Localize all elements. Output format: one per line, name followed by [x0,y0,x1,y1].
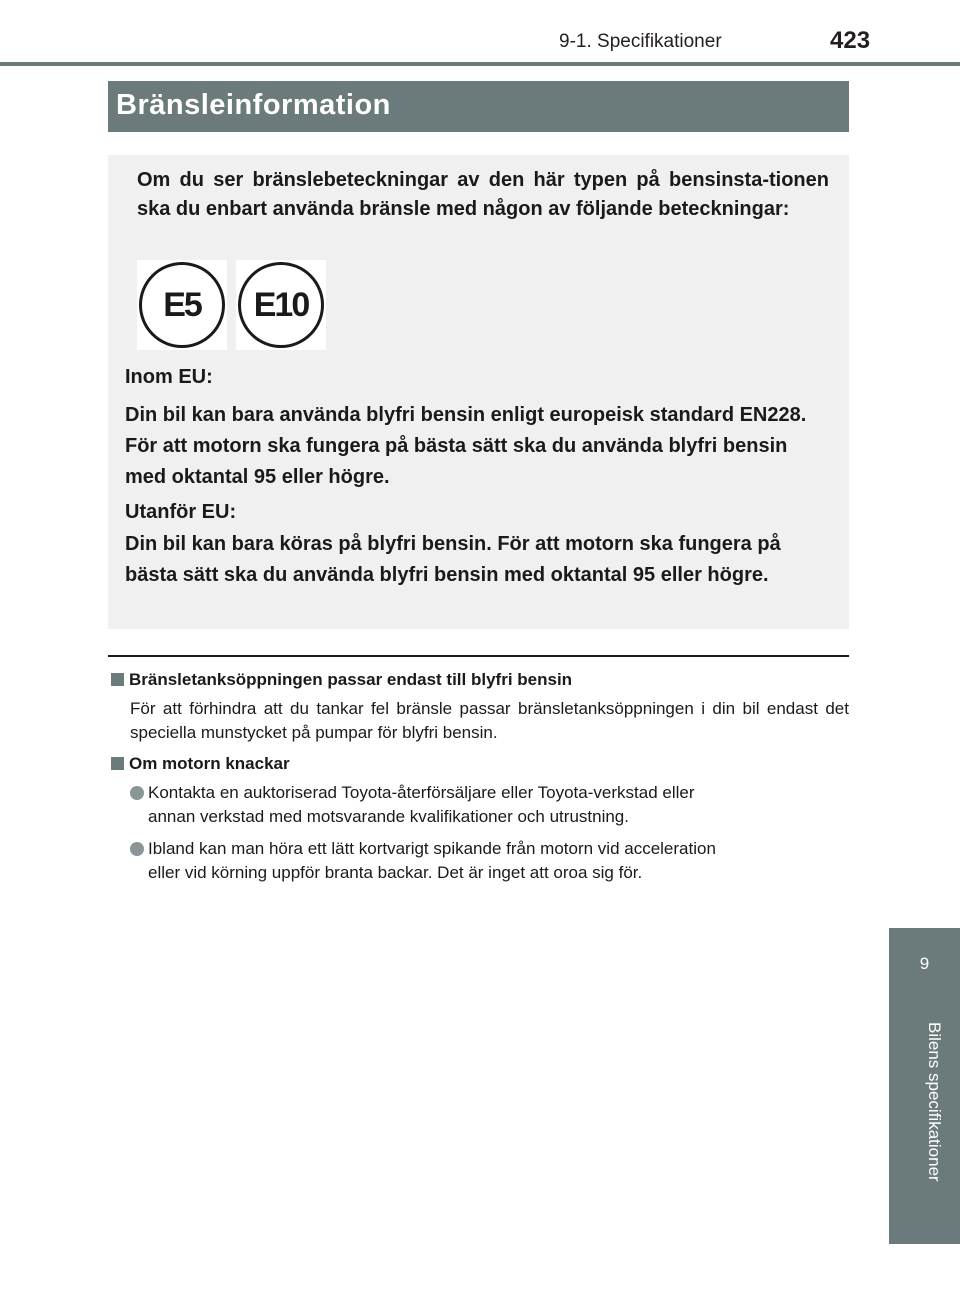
fuel-filler-heading-text: Bränsletanksöppningen passar endast till blyfri bensin [129,670,573,689]
section-divider [108,655,849,657]
chapter-label: Bilens specifikationer [925,1022,944,1182]
fuel-symbol-label: E10 [238,262,324,348]
fuel-symbol-label: E5 [139,262,225,348]
round-bullet-icon [130,786,144,800]
engine-knock-bullet [148,837,849,885]
engine-knock-bullet [148,781,849,829]
inside-eu-text: Din bil kan bara använda blyfri bensin enligt europeisk standard EN228. För att motorn ska fungera på bästa sätt ska du använda blyfri bensin med oktantal 95 eller högre. [125,404,807,488]
bullet-line: Kontakta en auktoriserad Toyota-återförsäljare eller Toyota-verkstad eller [148,783,695,802]
bullet-line: Ibland kan man höra ett lätt kortvarigt spikande från motorn vid acceleration [148,839,716,858]
outside-eu-title: Utanför EU: [125,501,237,523]
section-reference: 9-1. Specifikationer [559,31,722,52]
round-bullet-icon [130,842,144,856]
fuel-symbol-e10 [236,260,326,350]
engine-knock-heading-text: Om motorn knackar [129,754,290,773]
fuel-info-box [108,155,849,629]
inside-eu-title: Inom EU: [125,366,213,388]
page-number: 423 [830,27,871,54]
outside-eu-text: Din bil kan bara köras på blyfri bensin. För att motorn ska fungera på bästa sätt ska du använda blyfri bensin med oktantal 95 eller högre. [125,533,781,586]
chapter-side-tab[interactable] [889,928,960,1244]
square-bullet-icon [111,757,124,770]
square-bullet-icon [111,673,124,686]
fuel-filler-text: För att förhindra att du tankar fel bränsle passar bränsletanksöppningen i din bil endast det speciella munstycket på pumpar för blyfri bensin. [130,699,849,742]
section-title: Bränsleinformation [108,81,849,132]
chapter-number: 9 [919,954,930,973]
fuel-symbol-e5 [137,260,227,350]
bullet-line: annan verkstad med motsvarande kvalifikationer och utrustning. [148,807,629,826]
engine-knock-heading [111,754,290,774]
bullet-line: eller vid körning uppför branta backar. Det är inget att oroa sig för. [148,863,643,882]
fuel-filler-heading [111,670,572,690]
fuel-label-intro: Om du ser bränslebeteckningar av den här typen på bensinsta-tionen ska du enbart använda bränsle med någon av följande beteckningar: [137,169,829,220]
header-rule [0,62,960,66]
page-header [0,0,960,66]
